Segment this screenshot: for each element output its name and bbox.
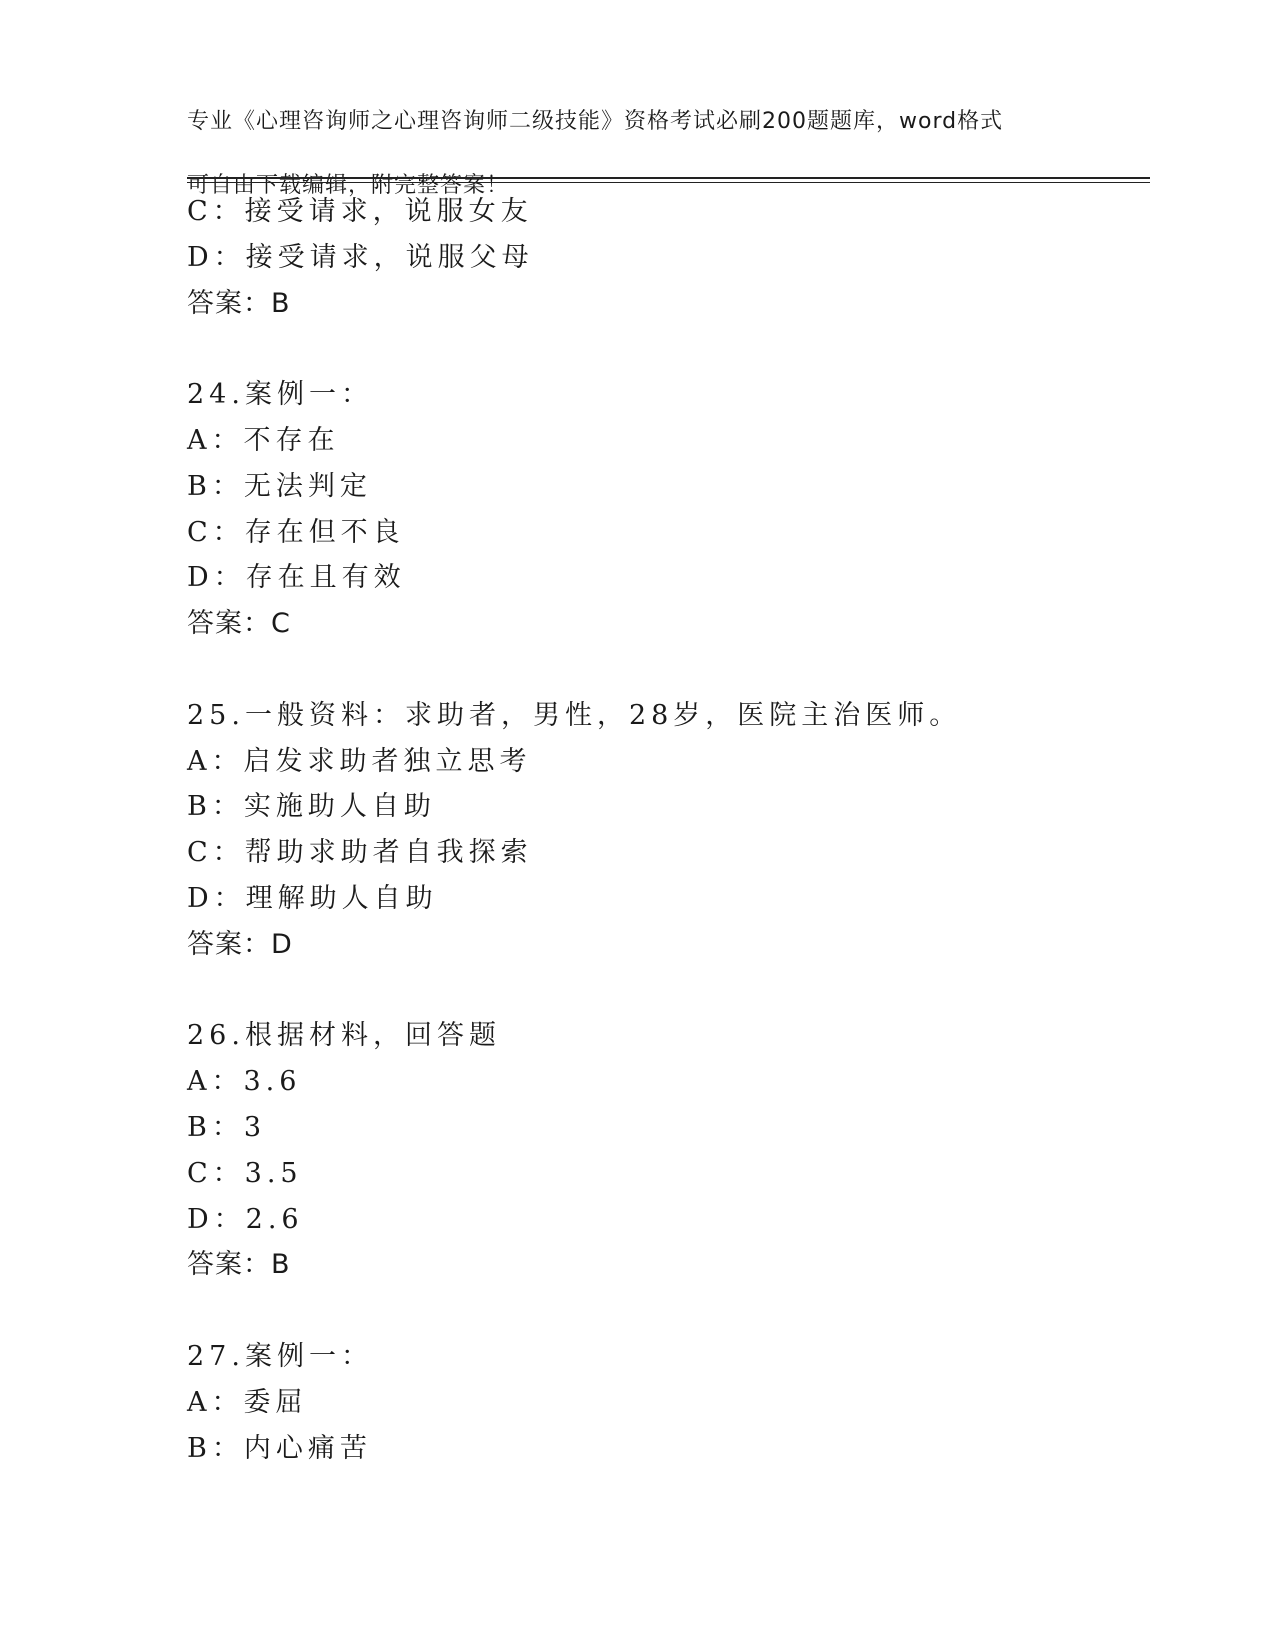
spacer [187,647,1147,693]
option-c: C：存在但不良 [187,516,405,548]
option-a: A：不存在 [187,424,340,456]
header-divider-thin [187,182,1150,183]
question-stem: 26.根据材料，回答题 [187,1020,501,1052]
option-a: A：启发求助者独立思考 [187,745,532,777]
option-c: C：接受请求，说服女友 [187,196,533,227]
spacer [187,326,1147,372]
question-list [187,189,1147,1471]
option-d: D：接受请求，说服父母 [187,241,534,273]
option-d: D：理解助人自助 [187,882,438,914]
spacer [187,1288,1147,1334]
answer-label: 答案：B [187,1249,291,1281]
header-title-line1: 专业《心理咨询师之心理咨询师二级技能》资格考试必刷200题题库，word格式 [187,109,1004,134]
header-divider-thick [187,177,1150,179]
option-d: D：存在且有效 [187,562,406,594]
option-c: C：3.5 [187,1157,303,1189]
option-d: D：2.6 [187,1203,304,1235]
option-a: A：3.6 [187,1066,302,1098]
answer-label: 答案：B [187,287,291,319]
header-title-line2: 可自由下载编辑，附完整答案！ [187,173,510,198]
question-stem: 27.案例一： [187,1340,373,1372]
spacer [187,968,1147,1014]
option-b: B：3 [187,1111,267,1143]
answer-label: 答案：C [187,608,291,640]
option-c: C：帮助求助者自我探索 [187,837,533,869]
option-b: B：无法判定 [187,470,372,502]
option-a: A：委屈 [187,1386,308,1418]
option-b: B：实施助人自助 [187,791,436,823]
answer-label: 答案：D [187,928,293,960]
question-stem: 24.案例一： [187,379,373,411]
question-stem: 25.一般资料：求助者，男性，28岁，医院主治医师。 [187,699,962,731]
option-b: B：内心痛苦 [187,1432,372,1464]
